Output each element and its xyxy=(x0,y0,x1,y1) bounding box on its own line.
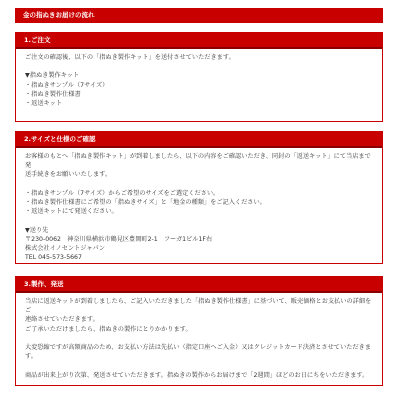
production-text-line: 当店に返送キットが到着しましたら、ご記入いただきました「指ぬき製作仕様書」に基づいて、販売価格とお支払いの詳細をご xyxy=(25,298,372,315)
size-text-line: お客様のもとへ「指ぬき製作キット」が到着しましたら、以下の内容をご確認いただき、同封の「返送キット」にて当店まで発 xyxy=(25,153,371,170)
size-step-item: ・指ぬき製作仕様書にご希望の「指ぬきサイズ」と「地金の種類」をご記入ください。 xyxy=(25,199,266,206)
section-header-production: 3.製作、発送 xyxy=(16,277,382,293)
ship-to-company: 株式会社イノセントジャパン xyxy=(25,245,105,252)
section-header-order: 1.ご注文 xyxy=(16,33,382,49)
size-step-item: ・指ぬきサンプル（7サイズ）からご希望のサイズをご選定ください。 xyxy=(25,189,220,197)
section-size-check xyxy=(15,131,383,264)
section-order xyxy=(15,32,383,122)
payment-text-line: す。 xyxy=(25,353,37,361)
section-header-size-check: 2.サイズと仕様のご確認 xyxy=(16,132,382,148)
ship-to-heading: ▼送り先 xyxy=(25,226,49,234)
production-text-line: 連絡させていただきます。 xyxy=(25,316,99,324)
production-text-line: ご了承いただけましたら、指ぬきの製作にとりかかります。 xyxy=(25,325,192,333)
delivery-text-line: 商品が出来上がり次第、発送させていただきます。指ぬきの製作からお届けまで「2週間」ほどのお日にちをいただきます。 xyxy=(25,371,369,379)
section-production xyxy=(15,276,383,386)
order-kit-item: ・返送キット xyxy=(25,100,63,107)
section-body-production xyxy=(16,293,382,380)
section-body-order xyxy=(16,49,382,108)
order-kit-heading: ▼指ぬき製作キット xyxy=(25,72,80,80)
size-step-item: ・返送キットにて発送ください。 xyxy=(25,208,118,216)
section-body-size-check xyxy=(16,148,382,262)
size-text-line: 送手続きをお願いいたします。 xyxy=(25,171,112,179)
order-text-intro: ご注文の確認後、以下の「指ぬき製作キット」を送付させていただきます。 xyxy=(25,54,235,61)
payment-text-line: 大変恐縮ですが高額商品のため、お支払い方法は先払い（指定口座へご入金）又はクレジットカード決済とさせていただきま xyxy=(25,344,371,351)
ship-to-phone: TEL 045-573-5667 xyxy=(25,254,82,262)
ship-to-address: 〒230-0062 神奈川県横浜市鶴見区豊岡町2-1 フーガ1ビル1F右 xyxy=(25,235,213,243)
order-kit-item: ・指ぬきサンプル（7サイズ） xyxy=(25,81,109,89)
order-kit-item: ・指ぬき製作仕様書 xyxy=(25,90,81,98)
page-title: 金の指ぬきお届けの流れ xyxy=(15,8,383,23)
